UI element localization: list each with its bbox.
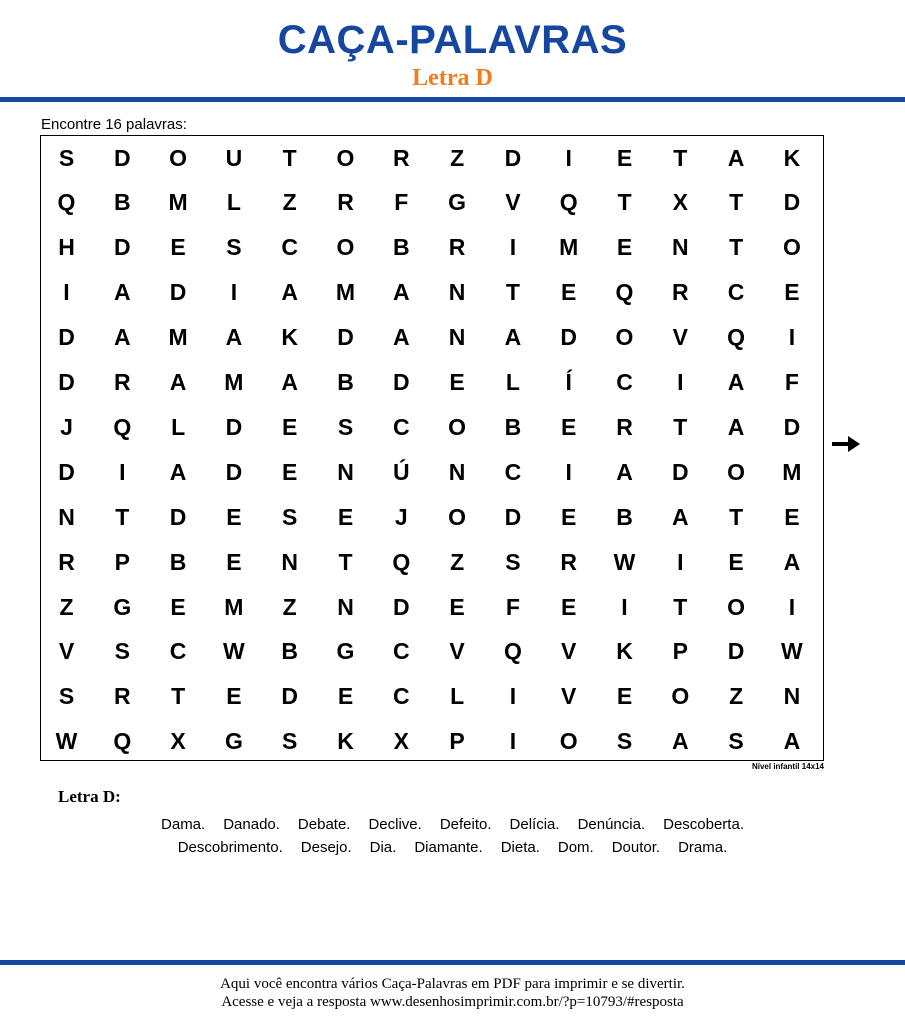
grid-letter[interactable]: S [114, 638, 130, 665]
grid-letter[interactable]: E [449, 369, 465, 395]
grid-letter[interactable]: N [448, 279, 466, 306]
grid-letter[interactable]: R [337, 189, 354, 216]
grid-letter[interactable]: I [230, 279, 238, 306]
grid-letter[interactable]: E [784, 503, 800, 530]
word-list-row-2 [0, 839, 905, 857]
grid-letter[interactable]: D [281, 683, 298, 710]
grid-letter[interactable]: T [729, 189, 744, 216]
grid-letter[interactable]: I [63, 279, 70, 306]
grid-letter[interactable]: B [616, 503, 633, 530]
grid-letter[interactable]: M [335, 279, 356, 306]
grid-letter[interactable]: V [561, 683, 577, 710]
grid-letter[interactable]: E [561, 593, 577, 620]
grid-letter[interactable]: L [171, 413, 186, 440]
grid-letter[interactable]: Q [727, 324, 746, 351]
grid-letter[interactable]: D [671, 458, 689, 485]
grid-letter[interactable]: T [115, 503, 130, 530]
grid-letter[interactable]: K [616, 638, 633, 665]
grid-letter[interactable]: C [169, 638, 187, 665]
grid-letter[interactable]: F [394, 189, 409, 216]
grid-letter[interactable]: J [60, 413, 73, 440]
word-list-title: Letra D: [58, 787, 121, 806]
grid-letter[interactable]: D [225, 458, 243, 485]
grid-letter[interactable]: X [672, 189, 688, 216]
word-list-item: Dama. [161, 816, 206, 833]
grid-letter[interactable]: I [788, 593, 796, 620]
grid-letter[interactable]: D [113, 234, 131, 261]
grid-letter[interactable]: G [224, 728, 243, 755]
footer-line-2: Acesse e veja a resposta www.desenhosimprimir.com.br/?p=10793/#resposta [221, 994, 684, 1010]
word-list-item: Danado. [223, 816, 280, 833]
grid-letter[interactable]: T [505, 279, 520, 306]
grid-letter[interactable]: P [114, 548, 130, 575]
grid-letter[interactable]: C [504, 458, 522, 485]
grid-letter[interactable]: K [281, 324, 298, 351]
grid-letter[interactable]: O [448, 503, 467, 530]
grid-letter[interactable]: A [113, 324, 131, 351]
grid-letter[interactable]: B [392, 234, 410, 261]
grid-letter[interactable]: Z [729, 683, 744, 710]
grid-letter[interactable]: V [505, 189, 521, 216]
grid-letter[interactable]: T [617, 189, 632, 216]
grid-letter[interactable]: M [224, 593, 244, 620]
grid-letter[interactable]: M [782, 458, 802, 485]
grid-letter[interactable]: N [448, 324, 466, 351]
grid-letter[interactable]: D [169, 503, 187, 530]
grid-letter[interactable]: Q [503, 638, 522, 665]
grid-letter[interactable]: I [509, 683, 517, 710]
grid-letter[interactable]: A [169, 458, 187, 485]
grid-letter[interactable]: Í [565, 369, 572, 395]
grid-letter[interactable]: N [448, 458, 466, 485]
grid-letter[interactable]: A [225, 324, 243, 351]
grid-letter[interactable]: L [226, 189, 241, 216]
grid-letter[interactable]: P [449, 728, 465, 755]
word-list-item: Declive. [368, 816, 422, 833]
grid-letter[interactable]: O [336, 144, 355, 171]
grid-letter[interactable]: C [281, 234, 298, 261]
grid-letter[interactable]: K [783, 144, 801, 171]
grid-letter[interactable]: S [282, 503, 298, 530]
grid-letter[interactable]: D [727, 638, 745, 665]
grid-letter[interactable]: O [671, 683, 690, 710]
footer-line-1: Aqui você encontra vários Caça-Palavras em PDF para imprimir e se divertir. [220, 976, 685, 992]
grid-letter[interactable]: O [559, 728, 578, 755]
grid-letter[interactable]: D [58, 369, 75, 395]
grid-letter[interactable]: E [282, 458, 298, 485]
grid-letter[interactable]: A [671, 503, 689, 530]
grid-letter[interactable]: S [337, 413, 354, 440]
grid-letter[interactable]: R [58, 548, 75, 575]
grid-letter[interactable]: I [119, 458, 126, 485]
grid-letter[interactable]: D [58, 458, 75, 485]
grid-letter[interactable]: O [169, 144, 188, 171]
grid-letter[interactable]: O [727, 458, 746, 485]
grid-letter[interactable]: D [58, 324, 75, 351]
grid-letter[interactable]: G [113, 593, 132, 620]
grid-letter[interactable]: E [784, 279, 800, 306]
grid-letter[interactable]: C [392, 638, 410, 665]
grid-letter[interactable]: D [169, 279, 187, 306]
grid-letter[interactable]: X [170, 728, 186, 755]
grid-letter[interactable]: D [504, 144, 522, 171]
grid-letter[interactable]: V [672, 324, 688, 351]
grid-letter[interactable]: S [226, 234, 242, 261]
grid-letter[interactable]: S [58, 144, 75, 171]
grid-letter[interactable]: D [337, 324, 354, 351]
grid-letter[interactable]: S [616, 728, 633, 755]
grid-letter[interactable]: I [565, 144, 572, 171]
grid-letter[interactable]: B [281, 638, 298, 665]
grid-letter[interactable]: O [782, 234, 801, 261]
grid-letter[interactable]: R [671, 279, 689, 306]
word-list-item: Dom. [557, 839, 594, 856]
grid-letter[interactable]: E [561, 503, 577, 530]
page-subtitle: Letra D [412, 65, 493, 91]
grid-letter[interactable]: Z [282, 189, 297, 216]
grid-letter[interactable]: Q [113, 413, 132, 440]
grid-letter[interactable]: B [169, 548, 187, 575]
grid-letter[interactable]: I [677, 369, 684, 395]
grid-letter[interactable]: C [727, 279, 745, 306]
grid-letter[interactable]: O [336, 234, 355, 261]
grid-letter[interactable]: V [561, 638, 577, 665]
instruction-text: Encontre 16 palavras: [41, 116, 187, 133]
grid-letter[interactable]: D [392, 369, 410, 395]
grid-letter[interactable]: C [616, 369, 633, 395]
grid-letter[interactable]: T [673, 593, 688, 620]
grid-letter[interactable]: X [393, 728, 409, 755]
grid-letter[interactable]: Q [615, 279, 634, 306]
grid-letter[interactable]: E [616, 683, 633, 710]
grid-letter[interactable]: D [504, 503, 522, 530]
grid-letter[interactable]: K [337, 728, 354, 755]
word-list-item: Denúncia. [577, 816, 646, 833]
grid-letter[interactable]: N [671, 234, 689, 261]
grid-letter[interactable]: O [448, 413, 467, 440]
grid-letter[interactable]: E [170, 593, 186, 620]
grid-letter[interactable]: V [58, 638, 75, 665]
grid-letter[interactable]: I [509, 234, 517, 261]
word-list-item: Drama. [678, 839, 728, 856]
grid-letter[interactable]: F [784, 369, 799, 395]
grid-letter[interactable]: E [282, 413, 298, 440]
grid-letter[interactable]: E [561, 413, 577, 440]
grid-letter[interactable]: A [783, 728, 801, 755]
word-list-item: Delícia. [509, 816, 560, 833]
word-list-item: Descobrimento. [177, 839, 283, 856]
grid-letter[interactable]: Z [450, 144, 465, 171]
grid-letter[interactable]: T [729, 503, 744, 530]
word-list-item: Dieta. [500, 839, 540, 856]
grid-letter[interactable]: A [392, 279, 410, 306]
grid-letter[interactable]: V [449, 638, 465, 665]
grid-letter[interactable]: Z [59, 593, 74, 620]
bottom-divider [0, 960, 905, 965]
grid-letter[interactable]: O [727, 593, 746, 620]
word-list-item: Doutor. [611, 839, 661, 856]
grid-letter[interactable]: A [113, 279, 131, 306]
grid-letter[interactable]: N [337, 593, 354, 620]
grid-letter[interactable]: E [337, 503, 354, 530]
grid-letter[interactable]: Z [450, 548, 465, 575]
word-list-item: Defeito. [439, 816, 492, 833]
grid-letter[interactable]: A [727, 369, 745, 395]
grid-letter[interactable]: B [337, 369, 354, 395]
grid-letter[interactable]: J [394, 503, 408, 530]
grid-letter[interactable]: C [392, 683, 410, 710]
grid-letter[interactable]: L [450, 683, 465, 710]
grid-letter[interactable]: S [728, 728, 744, 755]
grid-letter[interactable]: A [392, 324, 410, 351]
grid-letter[interactable]: R [560, 548, 577, 575]
grid-letter[interactable]: E [616, 144, 633, 171]
grid-letter[interactable]: M [224, 369, 244, 395]
grid-letter[interactable]: I [788, 324, 796, 351]
top-divider [0, 97, 905, 102]
grid-letter[interactable]: N [783, 683, 801, 710]
word-list-item: Dia. [369, 839, 397, 856]
grid-letter[interactable]: A [169, 369, 187, 395]
grid-letter[interactable]: A [281, 279, 298, 306]
grid-letter[interactable]: D [113, 144, 131, 171]
grid-letter[interactable]: S [58, 683, 75, 710]
grid-letter[interactable]: E [170, 234, 186, 261]
grid-letter[interactable]: R [616, 413, 633, 440]
grid-letter[interactable]: T [282, 144, 297, 171]
page-title: CAÇA-PALAVRAS [277, 18, 628, 62]
grid-letter[interactable]: E [337, 683, 354, 710]
grid-letter[interactable]: D [783, 413, 801, 440]
grid-letter[interactable]: A [783, 548, 801, 575]
grid-letter[interactable]: W [223, 638, 245, 665]
grid-letter[interactable]: O [615, 324, 634, 351]
grid-letter[interactable]: G [336, 638, 355, 665]
grid-letter[interactable]: A [616, 458, 633, 485]
grid-letter[interactable]: S [282, 728, 298, 755]
grid-letter[interactable]: B [113, 189, 131, 216]
word-list-item: Descoberta. [663, 816, 744, 833]
grid-letter[interactable]: T [171, 683, 186, 710]
grid-letter[interactable]: C [392, 413, 410, 440]
right-arrow-icon[interactable] [831, 433, 861, 455]
grid-letter[interactable]: A [281, 369, 298, 395]
grid-letter[interactable]: I [677, 548, 684, 575]
grid-letter[interactable]: R [113, 369, 131, 395]
grid-letter[interactable]: I [565, 458, 572, 485]
word-list-item: Desejo. [300, 839, 352, 856]
grid-letter[interactable]: W [55, 728, 78, 755]
grid-letter[interactable]: Q [559, 189, 578, 216]
grid-letter[interactable]: R [113, 683, 131, 710]
grid-letter[interactable]: D [560, 324, 577, 351]
grid-letter[interactable]: R [392, 144, 410, 171]
grid-letter[interactable]: A [504, 324, 522, 351]
grid-letter[interactable]: E [449, 593, 465, 620]
word-search-grid [40, 135, 824, 761]
grid-letter[interactable]: D [392, 593, 410, 620]
word-list-row-1 [0, 816, 905, 834]
grid-letter[interactable]: E [728, 548, 744, 575]
grid-letter[interactable]: A [727, 144, 745, 171]
grid-letter[interactable]: D [783, 189, 801, 216]
grid-letter[interactable]: L [505, 369, 520, 395]
grid-letter[interactable]: T [673, 413, 688, 440]
grid-letter[interactable]: E [226, 683, 242, 710]
grid-letter[interactable]: B [504, 413, 522, 440]
word-list-item: Debate. [297, 816, 351, 833]
grid-letter[interactable]: P [672, 638, 688, 665]
grid-letter[interactable]: I [621, 593, 628, 620]
grid-letter[interactable]: U [225, 144, 243, 171]
grid-letter[interactable]: M [168, 324, 188, 351]
grid-letter[interactable]: A [727, 413, 745, 440]
grid-letter[interactable]: Q [392, 548, 411, 575]
grid-letter[interactable]: Q [57, 189, 76, 216]
grid-letter[interactable]: I [509, 728, 517, 755]
grid-letter[interactable]: N [337, 458, 354, 485]
grid-letter[interactable]: E [226, 548, 242, 575]
grid-letter[interactable]: E [616, 234, 633, 261]
grid-letter[interactable]: W [781, 638, 803, 665]
grid-letter[interactable]: G [448, 189, 467, 216]
grid-letter[interactable]: M [168, 189, 188, 216]
grid-letter[interactable]: W [613, 548, 636, 575]
level-label: Nível infantil 14x14 [751, 762, 824, 771]
grid-letter[interactable]: H [58, 234, 75, 261]
grid-letter[interactable]: M [559, 234, 579, 261]
grid-letter[interactable]: F [505, 593, 520, 620]
grid-letter[interactable]: T [729, 234, 744, 261]
grid-letter[interactable]: E [561, 279, 577, 306]
grid-letter[interactable]: T [673, 144, 688, 171]
grid-letter[interactable]: T [338, 548, 353, 575]
grid-letter[interactable]: R [448, 234, 466, 261]
grid-letter[interactable]: Ú [392, 458, 410, 485]
grid-letter[interactable]: Q [113, 728, 132, 755]
grid-letter[interactable]: N [281, 548, 298, 575]
grid-letter[interactable]: A [671, 728, 689, 755]
grid-letter[interactable]: S [505, 548, 521, 575]
grid-letter[interactable]: Z [282, 593, 297, 620]
grid-letter[interactable]: N [58, 503, 75, 530]
grid-letter[interactable]: E [226, 503, 242, 530]
word-list-item: Diamante. [414, 839, 483, 856]
grid-letter[interactable]: D [225, 413, 243, 440]
